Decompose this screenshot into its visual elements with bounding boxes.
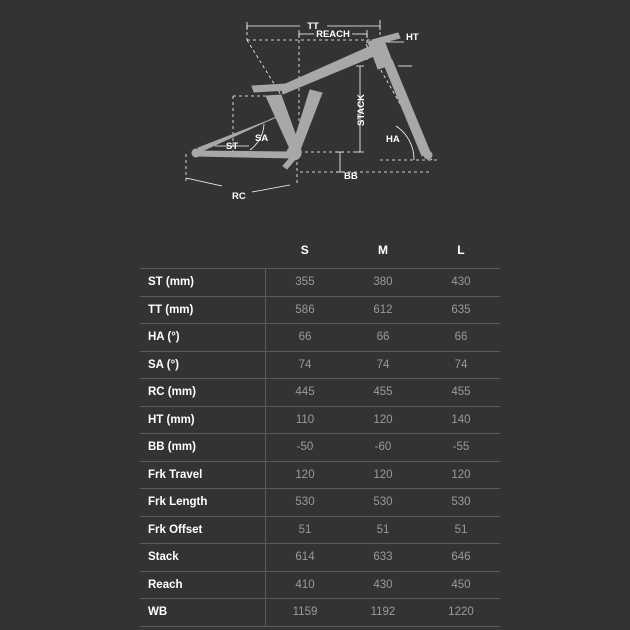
row-label-tt: TT (mm) — [140, 296, 266, 324]
cell-wb-l: 1220 — [448, 606, 474, 619]
column-header-s: S — [300, 243, 309, 257]
column-header-m: M — [377, 243, 388, 257]
cell-sa-s: 74 — [298, 358, 312, 371]
row-label-wb: WB — [140, 599, 266, 627]
cell-ht-s: 110 — [295, 413, 315, 426]
table-row — [140, 489, 500, 517]
table-row — [140, 379, 500, 407]
cell-tt-s: 586 — [295, 303, 315, 316]
row-label-frk-offset: Frk Offset — [140, 516, 266, 544]
cell-reach-s: 410 — [295, 578, 315, 591]
cell-frk-length-l: 530 — [451, 496, 471, 509]
row-label-bb: BB (mm) — [140, 434, 266, 462]
label-ht: HT — [406, 32, 419, 43]
column-header-measure — [140, 232, 266, 269]
label-reach: REACH — [316, 29, 350, 40]
cell-ha-l: 66 — [454, 331, 468, 344]
table-header-row — [140, 232, 500, 269]
cell-st-l: 430 — [451, 276, 471, 289]
row-label-sa: SA (°) — [140, 351, 266, 379]
cell-frk-length-m: 530 — [373, 496, 393, 509]
cell-frk-offset-s: 51 — [298, 523, 312, 536]
table-row — [140, 296, 500, 324]
table-row — [140, 324, 500, 352]
cell-sa-m: 74 — [376, 358, 390, 371]
cell-stack-m: 633 — [373, 551, 393, 564]
table-row — [140, 351, 500, 379]
cell-tt-l: 635 — [451, 303, 471, 316]
cell-bb-l: -55 — [452, 441, 470, 454]
cell-frk-travel-m: 120 — [373, 468, 393, 481]
label-tt: TT — [307, 21, 319, 32]
diagram-labels — [226, 21, 419, 202]
cell-bb-m: -60 — [374, 441, 392, 454]
row-label-rc: RC (mm) — [140, 379, 266, 407]
column-header-l: L — [457, 243, 465, 257]
cell-ha-m: 66 — [376, 331, 390, 344]
cell-rc-s: 445 — [295, 386, 315, 399]
table-body — [140, 269, 500, 627]
table-row — [140, 544, 500, 572]
cell-st-m: 380 — [373, 276, 393, 289]
cell-rc-m: 455 — [373, 386, 393, 399]
cell-stack-l: 646 — [451, 551, 471, 564]
table-row — [140, 516, 500, 544]
geometry-table — [140, 232, 500, 627]
cell-sa-l: 74 — [454, 358, 468, 371]
table-row — [140, 599, 500, 627]
cell-ht-m: 120 — [373, 413, 393, 426]
cell-bb-s: -50 — [296, 441, 314, 454]
cell-st-s: 355 — [295, 276, 315, 289]
table-header — [140, 232, 500, 269]
cell-ht-l: 140 — [451, 413, 471, 426]
cell-frk-length-s: 530 — [295, 496, 315, 509]
cell-frk-travel-s: 120 — [295, 468, 315, 481]
row-label-frk-travel: Frk Travel — [140, 461, 266, 489]
label-ha: HA — [386, 134, 400, 145]
cell-reach-l: 450 — [451, 578, 471, 591]
row-label-frk-length: Frk Length — [140, 489, 266, 517]
label-rc: RC — [232, 191, 246, 202]
cell-ha-s: 66 — [298, 331, 312, 344]
table-row — [140, 406, 500, 434]
table-row — [140, 434, 500, 462]
row-label-ha: HA (°) — [140, 324, 266, 352]
bicycle-frame-geometry-diagram — [0, 0, 630, 220]
row-label-ht: HT (mm) — [140, 406, 266, 434]
cell-tt-m: 612 — [373, 303, 393, 316]
row-label-reach: Reach — [140, 571, 266, 599]
row-label-stack: Stack — [140, 544, 266, 572]
table-row — [140, 461, 500, 489]
cell-frk-offset-l: 51 — [454, 523, 468, 536]
cell-wb-m: 1192 — [370, 606, 396, 619]
cell-frk-offset-m: 51 — [376, 523, 390, 536]
cell-reach-m: 430 — [373, 578, 393, 591]
cell-wb-s: 1159 — [292, 606, 318, 619]
table-row — [140, 571, 500, 599]
label-st: ST — [226, 141, 239, 152]
table-row — [140, 269, 500, 297]
cell-rc-l: 455 — [451, 386, 471, 399]
cell-stack-s: 614 — [295, 551, 315, 564]
label-stack: STACK — [356, 93, 367, 127]
label-sa: SA — [255, 133, 269, 144]
row-label-st: ST (mm) — [140, 269, 266, 297]
cell-frk-travel-l: 120 — [451, 468, 471, 481]
label-bb: BB — [344, 171, 358, 182]
